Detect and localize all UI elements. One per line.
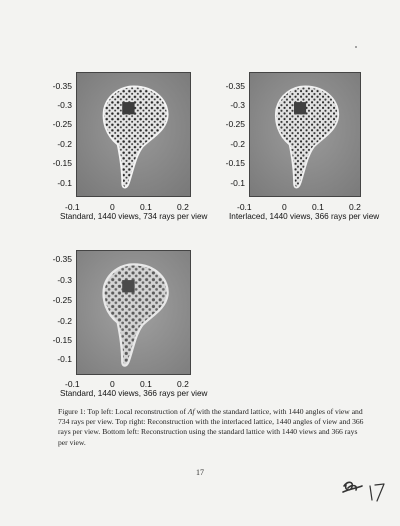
y-tick-label: -0.35 bbox=[225, 81, 245, 91]
reconstruction-drawing bbox=[250, 73, 360, 196]
y-tick-label: -0.35 bbox=[52, 81, 72, 91]
reconstruction-image bbox=[76, 250, 191, 375]
y-tick-label: -0.2 bbox=[57, 316, 72, 326]
x-tick-label: 0 bbox=[110, 379, 115, 389]
figure-caption bbox=[58, 407, 368, 448]
x-tick-label: -0.1 bbox=[65, 379, 80, 389]
y-tick-label: -0.3 bbox=[57, 100, 72, 110]
y-tick-label: -0.3 bbox=[57, 275, 72, 285]
x-tick-label: 0.1 bbox=[312, 202, 324, 212]
panel-caption: Standard, 1440 views, 366 rays per view bbox=[60, 389, 208, 398]
y-tick-label: -0.35 bbox=[52, 254, 72, 264]
x-tick-label: 0.2 bbox=[177, 202, 189, 212]
y-tick-label: -0.2 bbox=[230, 139, 245, 149]
caption-symbol: Λf bbox=[187, 407, 195, 416]
y-tick-label: -0.25 bbox=[52, 295, 72, 305]
y-tick-label: -0.15 bbox=[52, 335, 72, 345]
y-tick-label: -0.1 bbox=[57, 178, 72, 188]
figure-label: Figure 1: bbox=[58, 407, 86, 416]
page-number: 17 bbox=[196, 468, 204, 477]
x-tick-label: -0.1 bbox=[65, 202, 80, 212]
y-tick-label: -0.2 bbox=[57, 139, 72, 149]
reconstruction-image bbox=[76, 72, 191, 197]
caption-text: Top left: Local reconstruction of bbox=[85, 407, 188, 416]
y-tick-label: -0.15 bbox=[225, 158, 245, 168]
y-tick-label: -0.25 bbox=[225, 119, 245, 129]
panel-caption: Standard, 1440 views, 734 rays per view bbox=[60, 212, 208, 221]
x-tick-label: -0.1 bbox=[237, 202, 252, 212]
y-tick-label: -0.1 bbox=[230, 178, 245, 188]
y-tick-label: -0.1 bbox=[57, 354, 72, 364]
x-tick-label: 0.1 bbox=[140, 202, 152, 212]
y-tick-label: -0.15 bbox=[52, 158, 72, 168]
reconstruction-drawing bbox=[77, 73, 190, 196]
reconstruction-drawing bbox=[77, 251, 190, 374]
panel-caption: Interlaced, 1440 views, 366 rays per view bbox=[229, 212, 380, 221]
y-tick-label: -0.25 bbox=[52, 119, 72, 129]
y-tick-label: -0.3 bbox=[230, 100, 245, 110]
handwritten-mark bbox=[340, 476, 390, 504]
x-tick-label: 0.2 bbox=[177, 379, 189, 389]
x-tick-label: 0.2 bbox=[349, 202, 361, 212]
speck bbox=[355, 46, 357, 48]
handwritten-scribble-icon bbox=[340, 476, 390, 504]
reconstruction-image bbox=[249, 72, 361, 197]
x-tick-label: 0 bbox=[282, 202, 287, 212]
x-tick-label: 0.1 bbox=[140, 379, 152, 389]
x-tick-label: 0 bbox=[110, 202, 115, 212]
caption-text: with the standard lattice, with 1440 angles of view and 734 rays per view. Top right: Reconstruction with the interlaced lattice, 1440 angles of view and 366 rays per view. Bottom left: Reconstruction using the standard lattice with 1440 views and 366 rays per view. bbox=[58, 407, 364, 447]
